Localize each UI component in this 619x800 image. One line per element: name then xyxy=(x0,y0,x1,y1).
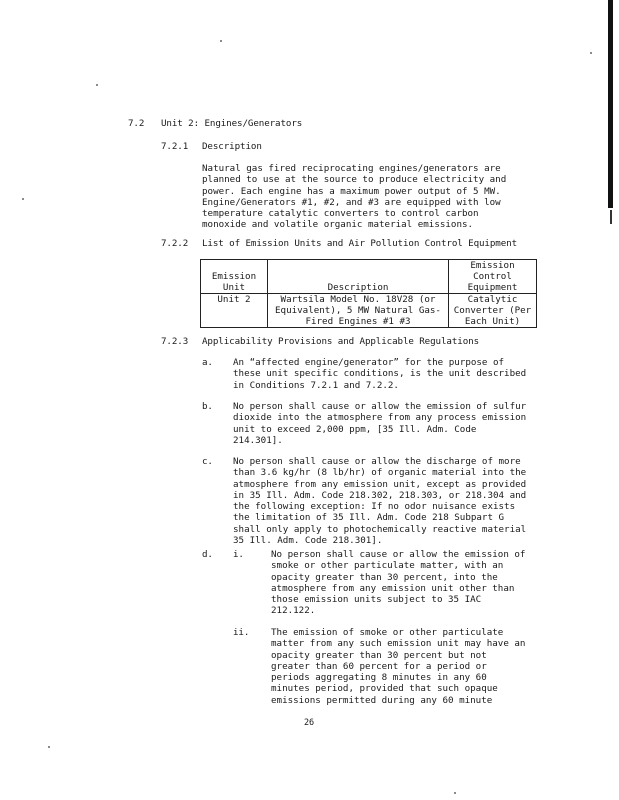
scan-speck xyxy=(22,198,24,200)
text-line: No person shall cause or allow the emission of sulfur xyxy=(233,401,527,412)
emission-units-table xyxy=(200,259,537,328)
text-line: in 35 Ill. Adm. Code 218.302, 218.303, or 218.304 and xyxy=(233,489,527,501)
emission-units-heading: List of Emission Units and Air Pollution Control Equipment xyxy=(202,238,518,249)
text-line: Engine/Generators #1, #2, and #3 are equipped with low xyxy=(202,196,501,208)
scan-edge-mark xyxy=(610,210,612,224)
item-c-label: c. xyxy=(202,456,213,467)
text-line: than 3.6 kg/hr (8 lb/hr) of organic material into the xyxy=(233,467,527,479)
text-line: 212.122. xyxy=(271,605,316,617)
text-line: shall only apply to photochemically reactive material xyxy=(233,523,527,535)
text-line: atmosphere from any emission unit other than xyxy=(271,582,515,594)
text-line: those emission units subject to 35 IAC xyxy=(271,594,482,606)
text-line: opacity greater than 30 percent, into the xyxy=(271,571,498,583)
regulations-heading: Applicability Provisions and Applicable Regulations xyxy=(202,336,479,347)
text-line: these unit specific conditions, is the unit described xyxy=(233,368,527,380)
scan-speck xyxy=(454,792,456,794)
cell-equipment: Catalytic Converter (Per Each Unit) xyxy=(449,294,537,328)
item-a-label: a. xyxy=(202,357,213,368)
item-a-paragraph xyxy=(233,357,526,391)
header-description: Description xyxy=(268,260,449,294)
cell-description: Wartsila Model No. 18V28 (or Equivalent), 5 MW Natural Gas- Fired Engines #1 #3 xyxy=(268,294,449,328)
scan-speck xyxy=(96,84,98,86)
item-d-i-paragraph xyxy=(271,549,525,617)
regulations-number: 7.2.3 xyxy=(161,336,189,347)
page-number: 26 xyxy=(304,718,315,728)
item-b-paragraph xyxy=(233,401,526,446)
scan-speck xyxy=(48,746,50,748)
text-line: power. Each engine has a maximum power output of 5 MW. xyxy=(202,185,501,197)
description-heading: Description xyxy=(202,141,262,152)
item-d-i-label: i. xyxy=(233,549,244,560)
text-line: 214.301]. xyxy=(233,434,283,446)
text-line: opacity greater than 30 percent but not xyxy=(271,649,487,661)
header-control-equipment: Emission Control Equipment xyxy=(449,260,537,294)
section-number: 7.2 xyxy=(128,118,145,129)
text-line: dioxide into the atmosphere from any process emission xyxy=(233,412,527,424)
scan-speck xyxy=(590,52,592,54)
item-b-label: b. xyxy=(202,401,213,412)
text-line: greater than 60 percent for a period or xyxy=(271,660,487,672)
section-title: Unit 2: Engines/Generators xyxy=(161,118,303,129)
item-d-label: d. xyxy=(202,549,213,560)
text-line: The emission of smoke or other particulate xyxy=(271,627,504,638)
table-row xyxy=(201,294,537,328)
text-line: atmosphere from any emission unit, except as provided xyxy=(233,478,527,490)
emission-units-number: 7.2.2 xyxy=(161,238,189,249)
text-line: temperature catalytic converters to control carbon xyxy=(202,208,479,220)
cell-unit: Unit 2 xyxy=(201,294,268,328)
text-line: planned to use at the source to produce electricity and xyxy=(202,174,507,186)
description-number: 7.2.1 xyxy=(161,141,189,152)
description-paragraph xyxy=(202,163,506,231)
text-line: Natural gas fired reciprocating engines/generators are xyxy=(202,163,501,174)
header-emission-unit: Emission Unit xyxy=(201,260,268,294)
text-line: unit to exceed 2,000 ppm, [35 Ill. Adm. Code xyxy=(233,423,477,435)
scan-edge-shadow xyxy=(608,0,613,208)
scan-speck xyxy=(220,40,222,42)
text-line: 35 Ill. Adm. Code 218.301]. xyxy=(233,535,383,547)
table-header-row xyxy=(201,260,537,294)
text-line: minutes period, provided that such opaque xyxy=(271,683,498,695)
text-line: in Conditions 7.2.1 and 7.2.2. xyxy=(233,379,399,391)
text-line: matter from any such emission unit may have an xyxy=(271,638,526,650)
text-line: No person shall cause or allow the emission of xyxy=(271,549,526,560)
text-line: No person shall cause or allow the discharge of more xyxy=(233,456,521,467)
item-c-paragraph xyxy=(233,456,526,546)
text-line: An “affected engine/generator” for the purpose of xyxy=(233,357,505,368)
text-line: emissions permitted during any 60 minute xyxy=(271,694,493,706)
item-d-ii-paragraph xyxy=(271,627,525,706)
item-d-ii-label: ii. xyxy=(233,627,250,638)
text-line: the limitation of 35 Ill. Adm. Code 218 Subpart G xyxy=(233,512,505,524)
text-line: monoxide and volatile organic material emissions. xyxy=(202,219,474,231)
text-line: smoke or other particulate matter, with an xyxy=(271,560,504,572)
text-line: the following exception: If no odor nuisance exists xyxy=(233,501,516,513)
text-line: periods aggregating 8 minutes in any 60 xyxy=(271,672,487,684)
